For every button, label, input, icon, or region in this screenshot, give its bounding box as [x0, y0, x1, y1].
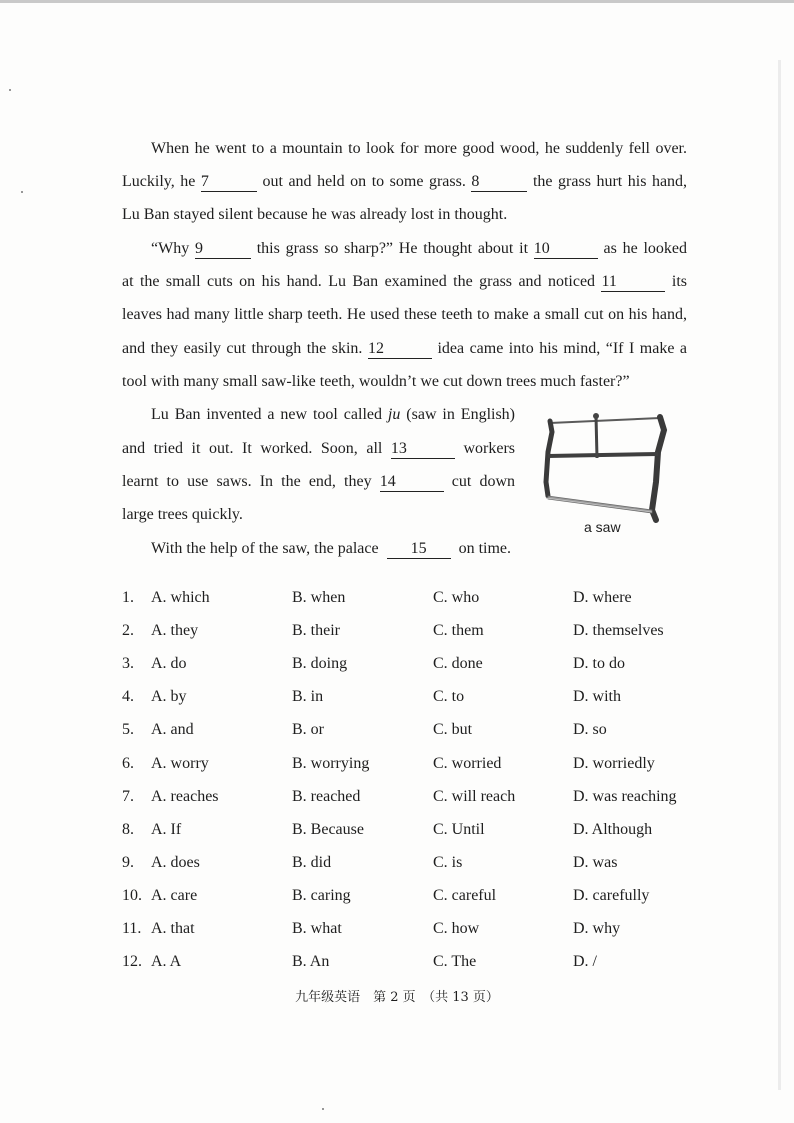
option-d: D. with	[573, 688, 621, 706]
passage-text: leaves had many little sharp teeth. He used these teeth to make a small cut on his hand,	[122, 306, 687, 323]
question-number: 6.	[122, 754, 134, 772]
passage-line	[122, 505, 243, 525]
passage-line	[122, 239, 687, 259]
passage-line	[122, 372, 630, 392]
question-number: 9.	[122, 853, 134, 871]
question-row	[0, 654, 794, 674]
option-d: D. worriedly	[573, 754, 655, 772]
passage-line	[122, 472, 515, 492]
passage-text: Luckily, he	[122, 173, 196, 190]
option-a: A. by	[151, 688, 187, 706]
option-d: D. was	[573, 853, 618, 871]
question-row	[0, 720, 794, 740]
option-c: C. to	[433, 688, 465, 706]
option-c: C. how	[433, 920, 480, 937]
question-row	[0, 886, 794, 906]
blank-14: 14	[380, 473, 444, 492]
question-row	[0, 687, 794, 707]
passage-text: idea came into his mind, “If I make a	[437, 340, 688, 357]
passage-text-italic: ju	[387, 406, 401, 423]
option-a: A. A	[151, 953, 182, 971]
passage-text: Lu Ban stayed silent because he was already lost in thought.	[122, 206, 508, 223]
scan-speck	[9, 89, 11, 91]
passage-line	[122, 172, 687, 192]
passage-text: out and held on to some grass.	[262, 173, 466, 190]
question-row	[0, 588, 794, 608]
option-b: B. when	[292, 589, 346, 606]
option-d: D. where	[573, 589, 632, 606]
question-number: 5.	[122, 721, 134, 739]
passage-text: cut down	[451, 473, 516, 490]
passage-text: its	[671, 273, 688, 290]
passage-line	[122, 205, 507, 225]
passage-text: Lu Ban invented a new tool called	[151, 406, 382, 423]
option-a: A. which	[151, 589, 210, 606]
option-a: A. worry	[151, 754, 209, 772]
option-c: C. will reach	[433, 787, 516, 805]
passage-text: the grass hurt his hand,	[532, 173, 688, 190]
question-number: 7.	[122, 787, 134, 805]
blank-11: 11	[601, 273, 665, 292]
figure-caption: a saw	[584, 519, 621, 535]
option-a: A. that	[151, 920, 195, 937]
passage-text: on time.	[458, 540, 511, 557]
passage-text: With the help of the saw, the palace	[151, 540, 379, 557]
blank-10: 10	[534, 240, 598, 259]
option-b: B. or	[292, 721, 324, 739]
passage-text: this grass so sharp?” He thought about it	[256, 240, 529, 257]
passage-text: as he looked	[603, 240, 687, 257]
option-b: B. doing	[292, 655, 348, 673]
saw-illustration	[540, 412, 670, 527]
question-number: 1.	[122, 589, 134, 606]
option-b: B. in	[292, 688, 324, 706]
passage-text: at the small cuts on his hand. Lu Ban examined the grass and noticed	[122, 273, 596, 290]
option-a: A. care	[151, 886, 198, 904]
passage-line	[122, 339, 687, 359]
option-c: C. worried	[433, 754, 502, 772]
question-number: 8.	[122, 820, 134, 838]
question-number: 2.	[122, 622, 134, 640]
scan-speck	[21, 191, 23, 193]
option-b: B. worrying	[292, 754, 370, 772]
blank-7: 7	[201, 173, 257, 192]
option-c: C. Until	[433, 820, 485, 838]
question-row	[0, 621, 794, 641]
option-d: D. why	[573, 920, 621, 937]
option-a: A. If	[151, 820, 182, 838]
option-a: A. reaches	[151, 787, 219, 805]
passage-line	[122, 139, 687, 159]
passage-text: workers	[463, 440, 516, 457]
option-b: B. their	[292, 622, 340, 640]
passage-text: large trees quickly.	[122, 506, 243, 523]
passage-text: When he went to a mountain to look for more good wood, he suddenly fell over.	[151, 140, 687, 157]
passage-line	[122, 405, 515, 425]
option-d: D. so	[573, 721, 607, 739]
question-row	[0, 853, 794, 873]
option-c: C. is	[433, 853, 463, 871]
question-number: 4.	[122, 688, 134, 706]
option-d: D. to do	[573, 655, 625, 673]
option-d: D. themselves	[573, 622, 664, 640]
option-b: B. did	[292, 853, 332, 871]
question-number: 11.	[122, 920, 142, 937]
option-a: A. and	[151, 721, 194, 739]
passage-text: (saw in English)	[406, 406, 516, 423]
passage-line	[122, 439, 515, 459]
question-row	[0, 952, 794, 972]
page-footer: 九年级英语 第 2 页 （共 13 页）	[295, 990, 499, 1005]
option-a: A. they	[151, 622, 199, 640]
passage-text: and tried it out. It worked. Soon, all	[122, 440, 383, 457]
passage-text: “Why	[151, 240, 190, 257]
blank-9: 9	[195, 240, 251, 259]
passage-line	[122, 305, 687, 325]
option-d: D. was reaching	[573, 787, 677, 805]
blank-13: 13	[391, 440, 455, 459]
question-row	[0, 787, 794, 807]
question-number: 3.	[122, 655, 134, 673]
option-c: C. them	[433, 622, 484, 640]
passage-line	[151, 539, 511, 559]
question-number: 12.	[122, 953, 142, 971]
option-b: B. Because	[292, 820, 364, 838]
option-b: B. An	[292, 953, 330, 971]
blank-15: 15	[387, 540, 451, 559]
option-d: D. carefully	[573, 886, 650, 904]
option-c: C. careful	[433, 886, 497, 904]
option-a: A. do	[151, 655, 187, 673]
scan-speck	[322, 1108, 324, 1110]
blank-12: 12	[368, 340, 432, 359]
option-d: D. /	[573, 953, 597, 971]
option-b: B. caring	[292, 886, 351, 904]
question-row	[0, 919, 794, 939]
option-c: C. done	[433, 655, 483, 673]
question-number: 10.	[122, 886, 142, 904]
option-d: D. Although	[573, 820, 653, 838]
question-row	[0, 754, 794, 774]
passage-text: tool with many small saw-like teeth, wouldn’t we cut down trees much faster?”	[122, 373, 630, 390]
option-c: C. but	[433, 721, 473, 739]
question-row	[0, 820, 794, 840]
option-b: B. reached	[292, 787, 361, 805]
option-c: C. The	[433, 953, 477, 971]
passage-text: learnt to use saws. In the end, they	[122, 473, 372, 490]
option-b: B. what	[292, 920, 342, 937]
blank-8: 8	[471, 173, 527, 192]
option-c: C. who	[433, 589, 480, 606]
scan-top-edge	[0, 0, 794, 3]
passage-text: and they easily cut through the skin.	[122, 340, 363, 357]
passage-line	[122, 272, 687, 292]
option-a: A. does	[151, 853, 200, 871]
